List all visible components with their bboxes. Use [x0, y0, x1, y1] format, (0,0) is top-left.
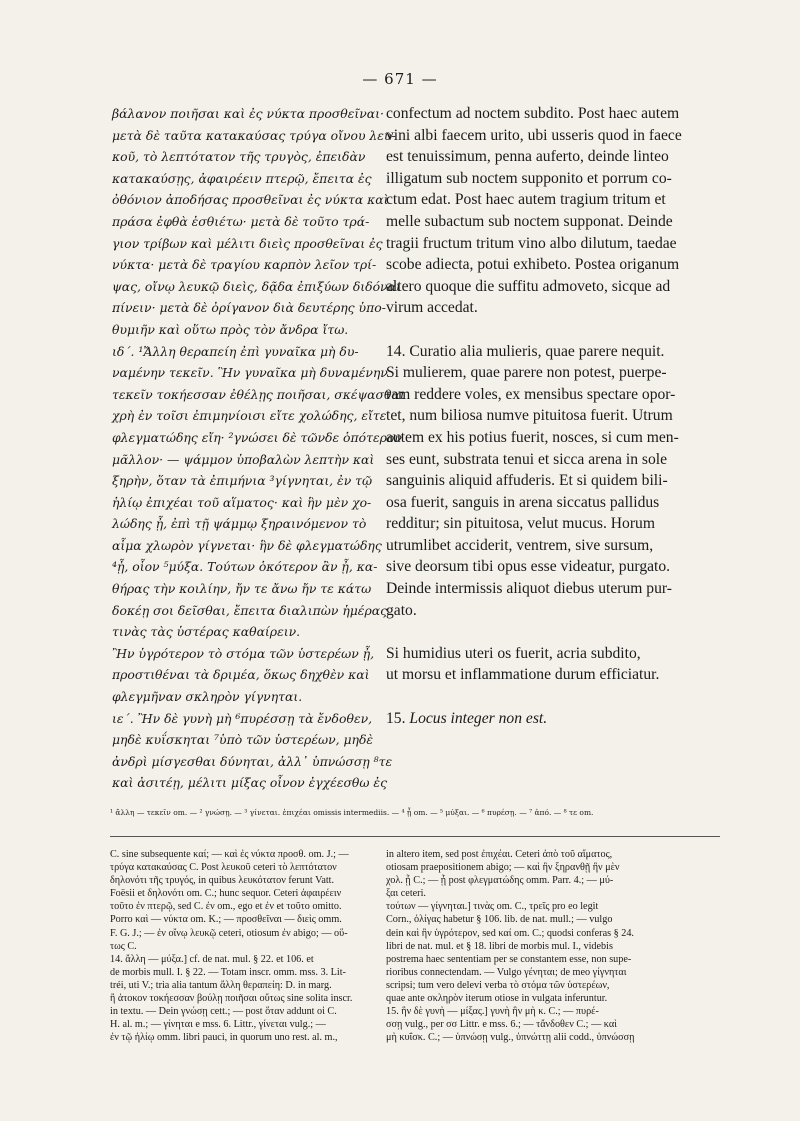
greek-text-line: φλεγματώδης εἴη· ²γνώσει δὲ τῶνδε ὁπότερον — [112, 429, 402, 445]
greek-text-line: τεκεῖν τοκήεσσαν ἐθέλῃς ποιῆσαι, σκέψασθαι — [112, 386, 405, 402]
greek-text-line: ιδ΄. ¹Ἄλλη θεραπείη ἐπὶ γυναῖκα μὴ δυ- — [112, 343, 359, 359]
latin-column — [386, 103, 720, 729]
section-title: Locus integer non est. — [409, 709, 548, 727]
apparatus-line: χολ. ᾖ C.; — ᾖ post φλεγματώδης omm. Parr. 4.; — μύ- — [386, 875, 614, 887]
paragraph-gap — [386, 686, 720, 708]
latin-text-line: illigatum sub noctem supponito et porrum co- — [386, 169, 672, 187]
greek-text-line: νύκτα· μετὰ δὲ τραγίου καρπὸν λεῖον τρί- — [112, 257, 377, 273]
greek-text-line: Ἢν ὑγρότερον τὸ στόμα τῶν ὑστερέων ᾖ, — [112, 645, 375, 661]
greek-text-line: λώδης ᾖ, ἐπὶ τῇ ψάμμῳ ξηραινόμενον τὸ — [112, 516, 367, 532]
latin-text-line: Si mulierem, quae parere non potest, puerpe- — [386, 364, 667, 382]
apparatus-line: μὴ κυΐσκ. C.; — ὑπνώσῃ vulg., ὑπνώττῃ alii codd., ὑπνώσσῃ — [386, 1032, 635, 1044]
apparatus-right — [386, 848, 720, 1044]
latin-text-line: osa fuerit, sanguis in arena siccatus pallidus — [386, 493, 660, 511]
apparatus-line: tréi, uti V.; tria alia tantum ἄλλη θεραπείη: D. in marg. — [110, 979, 332, 991]
latin-text-line: ram reddere voles, ex mensibus spectare opor- — [386, 385, 676, 403]
apparatus-line: otiosam praepositionem abigo; — καὶ ἣν ξηρανθῇ ἣν μὲν — [386, 862, 620, 874]
latin-text-line: vini albi faecem urito, ubi usseris quod in faece — [386, 126, 682, 144]
greek-text-line: ιε΄. Ἢν δὲ γυνὴ μὴ ⁶πυρέσσῃ τὰ ἔνδοθεν, — [112, 710, 373, 726]
page-number: — 671 — — [362, 70, 438, 88]
paragraph-gap — [386, 319, 720, 341]
apparatus-line: ξαι ceteri. — [386, 888, 426, 900]
greek-text-line: μᾶλλον· — ψάμμον ὑποβαλὼν λεπτὴν καὶ — [112, 451, 375, 467]
greek-text-line: πίνειν· μετὰ δὲ ὀρίγανον διὰ δευτέρης ὑπο- — [112, 300, 386, 316]
apparatus-line: rioribus connectendam. — Vulgo γένηται; de meo γίγνηται — [386, 966, 627, 978]
greek-text-line: ὀθόνιον ἀποδήσας προσθεῖναι ἐς νύκτα καὶ — [112, 192, 389, 208]
latin-text-line: est tenuissimum, penna auferto, deinde linteo — [386, 148, 669, 166]
greek-text-line: μετὰ δὲ ταῦτα κατακαύσας τρύγα οἴνου λευ- — [112, 127, 396, 143]
latin-text-line: melle subactum sub noctem supponat. Deinde — [386, 212, 673, 230]
apparatus-line: Corn., ὀλίγας habetur § 106. lib. de nat. mull.; — vulgo — [386, 914, 613, 926]
latin-paragraph — [386, 103, 720, 319]
apparatus-line: libri de nat. mul. et § 18. libri de morbis mul. I., videbis — [386, 940, 613, 952]
latin-text-line: tet, num biliosa numve pituitosa fuerit. Utrum — [386, 407, 673, 425]
apparatus-line: τούτων — γίγνηται.] τινὰς om. C., τρεῖς pro eo legit — [386, 901, 599, 913]
greek-text-line: ναμένην τεκεῖν. Ἣν γυναῖκα μὴ δυναμένην — [112, 365, 388, 381]
greek-text-line: πράσα ἐφθὰ ἐσθιέτω· μετὰ δὲ τοῦτο τρά- — [112, 213, 370, 229]
latin-text-line: altero quoque die suffitu admoveto, sicque ad — [386, 277, 671, 295]
apparatus-line: in textu. — Dein γνώσῃ cett.; — post ὅταν addunt οἱ C. — [110, 1006, 337, 1018]
greek-text-line: θυμιῆν καὶ οὕτω πρὸς τὸν ἄνδρα ἴτω. — [112, 321, 349, 337]
latin-paragraph — [386, 643, 720, 686]
apparatus-line: C. sine subsequente καί; — καὶ ἐς νύκτα προσθ. om. J.; — — [110, 849, 349, 860]
paragraph-gap — [386, 621, 720, 643]
apparatus-line: τως C. — [110, 940, 137, 952]
latin-text-line: utrumlibet acciderit, ventrem, sive sursum, — [386, 536, 654, 554]
apparatus-line: Foësii et δηλονότι om. C.; hunc sequor. Ceteri ἀφαιρέειν — [110, 888, 342, 900]
section-number: 15. — [386, 709, 410, 727]
greek-text-line: ἀνδρὶ μίσγεσθαι δύνηται, ἀλλ᾽ ὑπνώσσῃ ⁸τε — [112, 753, 393, 769]
greek-text-line: ⁴ᾖ, οἷον ⁵μύξα. Τούτων ὁκότερον ἂν ᾖ, κα- — [112, 559, 378, 575]
greek-text-line: κοῦ, τὸ λεπτότατον τῆς τρυγὸς, ἐπειδὰν — [112, 149, 366, 165]
latin-text-line: ses eunt, substrata tenui et sicca arena in sole — [386, 450, 668, 468]
latin-text-line: gato. — [386, 601, 417, 619]
apparatus-line: ἢ ἀτοκον τοκήεσσαν βούλῃ ποιῆσαι οὕτως sine solita inscr. — [110, 993, 353, 1005]
greek-text-line: φλεγμῆναν σκληρὸν γίγνηται. — [112, 689, 303, 705]
greek-text-line: θήρας τὴν κοιλίην, ἤν τε ἄνω ἤν τε κάτω — [112, 581, 372, 597]
latin-text-line: ctum edat. Post haec autem tragium tritum et — [386, 191, 666, 209]
apparatus-line: quae ante σκληρὸν iterum otiose in vulgata inferuntur. — [386, 993, 608, 1005]
latin-text-line: Si humidius uteri os fuerit, acria subdito, — [386, 644, 641, 662]
greek-text-line: καὶ ἀσιτέῃ, μέλιτι μίξας οἶνον ἐγχέεσθω ἐς — [112, 775, 388, 791]
section-heading — [386, 708, 720, 730]
apparatus-line: scripsi; tum vero delevi verba τὸ στόμα τῶν ὑστερέων, — [386, 979, 610, 991]
latin-text-line: tragii fructum tritum vino albo dilutum, taedae — [386, 234, 677, 252]
greek-text-line: αἷμα χλωρὸν γίγνεται· ἣν δὲ φλεγματώδης — [112, 537, 382, 553]
latin-text-line: redditur; sin pituitosa, velut mucus. Horum — [386, 515, 655, 533]
apparatus-line: τοῦτο ἐν πτερῷ, sed C. ἐν om., ego et ἐν et τοῦτο omitto. — [110, 901, 342, 913]
apparatus-line: F. G. J.; — ἐν οἴνῳ λευκῷ ceteri, otiosum ἐν abigo; — οὕ- — [110, 927, 348, 939]
latin-text-line: virum accedat. — [386, 299, 478, 317]
latin-text-line: scobe adiecta, potui exhibeto. Postea origanum — [386, 256, 680, 274]
apparatus-line: dein καὶ ἢν ὑγρότερον, sed καί om. C.; quodsi conferas § 24. — [386, 927, 634, 939]
apparatus-line: τρύγα κατακαύσας C. Post λευκοῦ ceteri τὸ λεπτότατον — [110, 862, 337, 874]
latin-text-line: ut morsu et inflammatione durum efficiatur. — [386, 666, 660, 684]
latin-text-line: sive deorsum tibi opus esse videatur, purgato. — [386, 558, 671, 576]
latin-text-line: confectum ad noctem subdito. Post haec autem — [386, 105, 680, 122]
apparatus-line: postrema haec sententiam per se constantem esse, non supe- — [386, 953, 632, 965]
apparatus-line: ἐν τῷ ἡλίῳ omm. libri pauci, in quorum uno rest. al. m., — [110, 1032, 338, 1044]
greek-text-line: μηδὲ κυΐσκηται ⁷ὑπὸ τῶν ὑστερέων, μηδὲ — [112, 732, 374, 748]
greek-text-line: δοκέῃ σοι δεῖσθαι, ἔπειτα διαλιπὼν ἡμέρας — [112, 602, 388, 618]
latin-paragraph — [386, 341, 720, 622]
greek-text-line: ἡλίῳ ἐπιχέαι τοῦ αἵματος· καὶ ἣν μὲν χο- — [112, 494, 372, 510]
apparatus-line: 14. ἄλλη — μύξα.] cf. de nat. mul. § 22. et 106. et — [110, 953, 314, 965]
greek-text-line: ξηρὴν, ὅταν τὰ ἐπιμήνια ³γίγνηται, ἐν τῷ — [112, 473, 373, 489]
apparatus-left — [110, 848, 372, 1044]
greek-text-line: προστιθέναι τὰ δριμέα, ὅκως δηχθὲν καὶ — [112, 667, 370, 683]
greek-text-line: γιον τρίβων καὶ μέλιτι διεὶς προσθεῖναι ἐς — [112, 235, 383, 251]
greek-text-line: κατακαύσῃς, ἀφαιρέειν πτερῷ, ἔπειτα ἐς — [112, 170, 372, 186]
latin-text-line: 14. Curatio alia mulieris, quae parere nequit. — [386, 342, 665, 360]
greek-text-line: ψας, οἴνῳ λευκῷ διεὶς, δᾷδα ἐπιξύων διδόναι — [112, 278, 401, 294]
apparatus-line: in altero item, sed post ἐπιχέαι. Ceteri ἀπὸ τοῦ αἵματος, — [386, 849, 613, 860]
apparatus-line: H. al. m.; — γίνηται e mss. 6. Littr., γίνεται vulg.; — — [110, 1019, 326, 1031]
latin-text-line: Deinde intermissis aliquot diebus uterum pur- — [386, 580, 672, 598]
apparatus-line: de morbis mull. I. § 22. — Totam inscr. omm. mss. 3. Lit- — [110, 966, 346, 978]
apparatus-line: σσῃ vulg., per σσ Littr. e mss. 6.; — τἄνδοθεν C.; — καὶ — [386, 1019, 617, 1031]
apparatus-line: Porro καὶ — νύκτα om. K.; — προσθεῖναι — διεὶς omm. — [110, 914, 342, 926]
latin-text-line: autem ex his potius fuerit, nosces, si cum men- — [386, 428, 679, 446]
footnote-rule — [110, 836, 720, 837]
latin-text-line: sanguinis aliquid affuderis. Et si quidem bili- — [386, 472, 668, 490]
greek-text-line: τινὰς τὰς ὑστέρας καθαίρειν. — [112, 624, 301, 640]
apparatus-line: 15. ἣν δὲ γυνὴ — μίξας.] γυνὴ ἣν μὴ κ. C.; — πυρέ- — [386, 1006, 599, 1018]
greek-text-line: χρὴ ἐν τοῖσι ἐπιμηνίοισι εἴτε χολώδης, εἴτε — [112, 408, 387, 424]
apparatus-line: δηλονότι τῆς τρυγός, in quibus λευκότατον ferunt Vatt. — [110, 875, 335, 887]
greek-text-line: βάλανον ποιῆσαι καὶ ἐς νύκτα προσθεῖναι· — [112, 106, 384, 121]
main-footnote: ¹ ἄλλη — τεκεῖν om. — ² γνώσῃ. — ³ γίνεται. ἐπιχέαι omissis intermediis. — ⁴ ᾖ om. — ⁵ μύξαι. — ⁶ πυρέσῃ. — ⁷ ἀπό. — ⁸ τε om. — [110, 808, 594, 817]
